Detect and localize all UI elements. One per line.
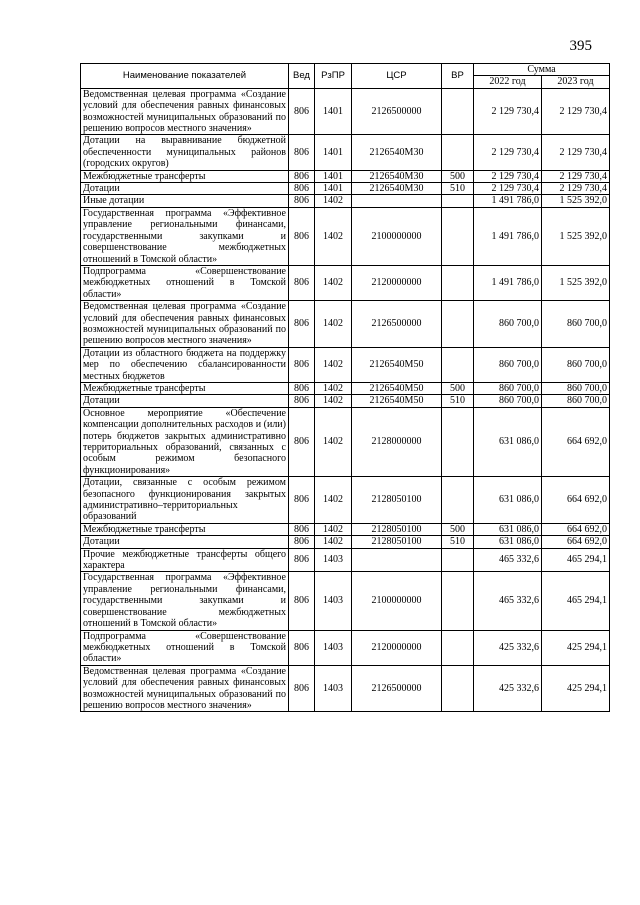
row-ved: 806 [289, 536, 315, 548]
row-sum-2023: 860 700,0 [542, 382, 610, 394]
row-sum-2023: 860 700,0 [542, 347, 610, 382]
row-sum-2023: 2 129 730,4 [542, 170, 610, 182]
row-ved: 806 [289, 407, 315, 476]
row-sum-2022: 2 129 730,4 [474, 183, 542, 195]
row-vr: 500 [442, 382, 474, 394]
table-row [81, 572, 610, 630]
row-name: Государственная программа «Эффективное управление региональными финансами, государственными закупками и совершенствование межбюджетных отношений в Томской области» [81, 572, 289, 630]
row-sum-2023: 1 525 392,0 [542, 207, 610, 265]
row-rzpr: 1402 [315, 195, 352, 207]
row-rzpr: 1402 [315, 477, 352, 524]
table-row [81, 630, 610, 665]
row-csr: 2120000000 [352, 630, 442, 665]
table-row [81, 265, 610, 300]
row-name: Межбюджетные трансферты [81, 382, 289, 394]
row-sum-2022: 860 700,0 [474, 382, 542, 394]
row-name: Подпрограмма «Совершенствование межбюджетных отношений в Томской области» [81, 630, 289, 665]
row-rzpr: 1401 [315, 135, 352, 170]
row-ved: 806 [289, 548, 315, 572]
row-rzpr: 1402 [315, 265, 352, 300]
row-rzpr: 1403 [315, 665, 352, 712]
row-sum-2023: 425 294,1 [542, 665, 610, 712]
row-sum-2023: 664 692,0 [542, 477, 610, 524]
row-sum-2023: 1 525 392,0 [542, 195, 610, 207]
row-rzpr: 1402 [315, 536, 352, 548]
row-ved: 806 [289, 665, 315, 712]
row-name: Ведомственная целевая программа «Создание условий для обеспечения равных финансовых возможностей муниципальных образований по решению вопросов местного значения» [81, 88, 289, 135]
row-rzpr: 1402 [315, 407, 352, 476]
header-sum: Сумма [474, 64, 610, 76]
row-vr: 510 [442, 536, 474, 548]
row-name: Ведомственная целевая программа «Создание условий для обеспечения равных финансовых возможностей муниципальных образований по решению вопросов местного значения» [81, 665, 289, 712]
header-csr: ЦСР [352, 64, 442, 89]
row-vr: 510 [442, 395, 474, 407]
row-name: Дотации [81, 183, 289, 195]
row-sum-2022: 465 332,6 [474, 548, 542, 572]
row-rzpr: 1401 [315, 88, 352, 135]
row-vr [442, 630, 474, 665]
row-rzpr: 1402 [315, 207, 352, 265]
row-vr [442, 477, 474, 524]
row-csr: 2100000000 [352, 207, 442, 265]
row-vr: 510 [442, 183, 474, 195]
row-vr [442, 301, 474, 348]
header-rzpr: РзПР [315, 64, 352, 89]
row-vr: 500 [442, 523, 474, 535]
row-name: Дотации на выравнивание бюджетной обеспеченности муниципальных районов (городских округов) [81, 135, 289, 170]
row-vr [442, 265, 474, 300]
table-row [81, 135, 610, 170]
row-ved: 806 [289, 183, 315, 195]
table-body [81, 88, 610, 712]
row-csr: 2126500000 [352, 301, 442, 348]
row-sum-2022: 631 086,0 [474, 536, 542, 548]
row-csr [352, 195, 442, 207]
row-sum-2023: 2 129 730,4 [542, 88, 610, 135]
header-name: Наименование показателей [81, 64, 289, 89]
row-rzpr: 1402 [315, 382, 352, 394]
row-name: Дотации [81, 536, 289, 548]
row-ved: 806 [289, 347, 315, 382]
table-row [81, 347, 610, 382]
row-sum-2022: 1 491 786,0 [474, 207, 542, 265]
row-sum-2022: 1 491 786,0 [474, 195, 542, 207]
row-ved: 806 [289, 207, 315, 265]
table-row [81, 183, 610, 195]
row-name: Ведомственная целевая программа «Создание условий для обеспечения равных финансовых возможностей муниципальных образований по решению вопросов местного значения» [81, 301, 289, 348]
row-vr [442, 135, 474, 170]
row-name: Государственная программа «Эффективное управление региональными финансами, государственными закупками и совершенствование межбюджетных отношений в Томской области» [81, 207, 289, 265]
row-ved: 806 [289, 135, 315, 170]
row-vr [442, 347, 474, 382]
row-name: Дотации, связанные с особым режимом безопасного функционирования закрытых административно–территориальных образований [81, 477, 289, 524]
table-row [81, 207, 610, 265]
row-sum-2022: 2 129 730,4 [474, 88, 542, 135]
row-sum-2022: 631 086,0 [474, 477, 542, 524]
row-sum-2022: 2 129 730,4 [474, 170, 542, 182]
row-name: Межбюджетные трансферты [81, 523, 289, 535]
table-header [81, 64, 610, 89]
row-vr [442, 88, 474, 135]
table-row [81, 407, 610, 476]
table-row [81, 301, 610, 348]
table-row [81, 88, 610, 135]
row-ved: 806 [289, 170, 315, 182]
row-sum-2022: 2 129 730,4 [474, 135, 542, 170]
row-name: Межбюджетные трансферты [81, 170, 289, 182]
row-csr: 2128050100 [352, 477, 442, 524]
row-rzpr: 1402 [315, 523, 352, 535]
row-csr: 2126540М50 [352, 395, 442, 407]
row-sum-2022: 1 491 786,0 [474, 265, 542, 300]
row-ved: 806 [289, 382, 315, 394]
row-vr [442, 548, 474, 572]
header-ved: Вед [289, 64, 315, 89]
row-name: Дотации [81, 395, 289, 407]
row-csr: 2126540М30 [352, 135, 442, 170]
row-ved: 806 [289, 572, 315, 630]
header-year-2023: 2023 год [542, 76, 610, 88]
row-name: Дотации из областного бюджета на поддержку мер по обеспечению сбалансированности местных бюджетов [81, 347, 289, 382]
row-rzpr: 1402 [315, 347, 352, 382]
table-row [81, 195, 610, 207]
row-sum-2023: 664 692,0 [542, 407, 610, 476]
table-row [81, 523, 610, 535]
row-sum-2022: 631 086,0 [474, 407, 542, 476]
table-row [81, 382, 610, 394]
table-row [81, 665, 610, 712]
table-row [81, 548, 610, 572]
row-vr [442, 572, 474, 630]
row-ved: 806 [289, 301, 315, 348]
row-sum-2023: 860 700,0 [542, 395, 610, 407]
row-ved: 806 [289, 265, 315, 300]
header-year-2022: 2022 год [474, 76, 542, 88]
row-rzpr: 1402 [315, 395, 352, 407]
row-csr: 2126540М30 [352, 183, 442, 195]
row-sum-2022: 860 700,0 [474, 347, 542, 382]
row-rzpr: 1401 [315, 170, 352, 182]
row-rzpr: 1402 [315, 301, 352, 348]
row-csr [352, 548, 442, 572]
row-vr [442, 207, 474, 265]
row-rzpr: 1403 [315, 572, 352, 630]
row-sum-2022: 860 700,0 [474, 395, 542, 407]
page-number: 395 [569, 38, 592, 54]
row-csr: 2100000000 [352, 572, 442, 630]
row-csr: 2128050100 [352, 536, 442, 548]
row-sum-2023: 2 129 730,4 [542, 183, 610, 195]
row-csr: 2128000000 [352, 407, 442, 476]
row-csr: 2126540М50 [352, 347, 442, 382]
table-row [81, 170, 610, 182]
row-csr: 2128050100 [352, 523, 442, 535]
row-csr: 2126500000 [352, 665, 442, 712]
row-vr: 500 [442, 170, 474, 182]
row-sum-2023: 425 294,1 [542, 630, 610, 665]
row-csr: 2126540М30 [352, 170, 442, 182]
row-ved: 806 [289, 88, 315, 135]
row-vr [442, 407, 474, 476]
row-sum-2023: 860 700,0 [542, 301, 610, 348]
row-ved: 806 [289, 523, 315, 535]
row-sum-2022: 860 700,0 [474, 301, 542, 348]
row-csr: 2126540М50 [352, 382, 442, 394]
row-csr: 2120000000 [352, 265, 442, 300]
row-sum-2022: 465 332,6 [474, 572, 542, 630]
row-ved: 806 [289, 630, 315, 665]
row-sum-2022: 631 086,0 [474, 523, 542, 535]
row-ved: 806 [289, 195, 315, 207]
row-name: Прочие межбюджетные трансферты общего характера [81, 548, 289, 572]
row-sum-2022: 425 332,6 [474, 665, 542, 712]
row-csr: 2126500000 [352, 88, 442, 135]
row-name: Подпрограмма «Совершенствование межбюджетных отношений в Томской области» [81, 265, 289, 300]
row-rzpr: 1401 [315, 183, 352, 195]
row-sum-2023: 2 129 730,4 [542, 135, 610, 170]
row-name: Иные дотации [81, 195, 289, 207]
table-row [81, 395, 610, 407]
header-vr: ВР [442, 64, 474, 89]
row-rzpr: 1403 [315, 630, 352, 665]
row-name: Основное мероприятие «Обеспечение компенсации дополнительных расходов и (или) потерь бюджетов закрытых административно территориальных образований, связанных с особым режимом безопасного функционирования» [81, 407, 289, 476]
row-ved: 806 [289, 395, 315, 407]
row-sum-2023: 664 692,0 [542, 536, 610, 548]
row-rzpr: 1403 [315, 548, 352, 572]
row-sum-2023: 1 525 392,0 [542, 265, 610, 300]
row-sum-2022: 425 332,6 [474, 630, 542, 665]
row-vr [442, 195, 474, 207]
table-row [81, 477, 610, 524]
table-row [81, 536, 610, 548]
row-ved: 806 [289, 477, 315, 524]
budget-table [80, 63, 610, 712]
row-vr [442, 665, 474, 712]
row-sum-2023: 465 294,1 [542, 572, 610, 630]
row-sum-2023: 664 692,0 [542, 523, 610, 535]
row-sum-2023: 465 294,1 [542, 548, 610, 572]
